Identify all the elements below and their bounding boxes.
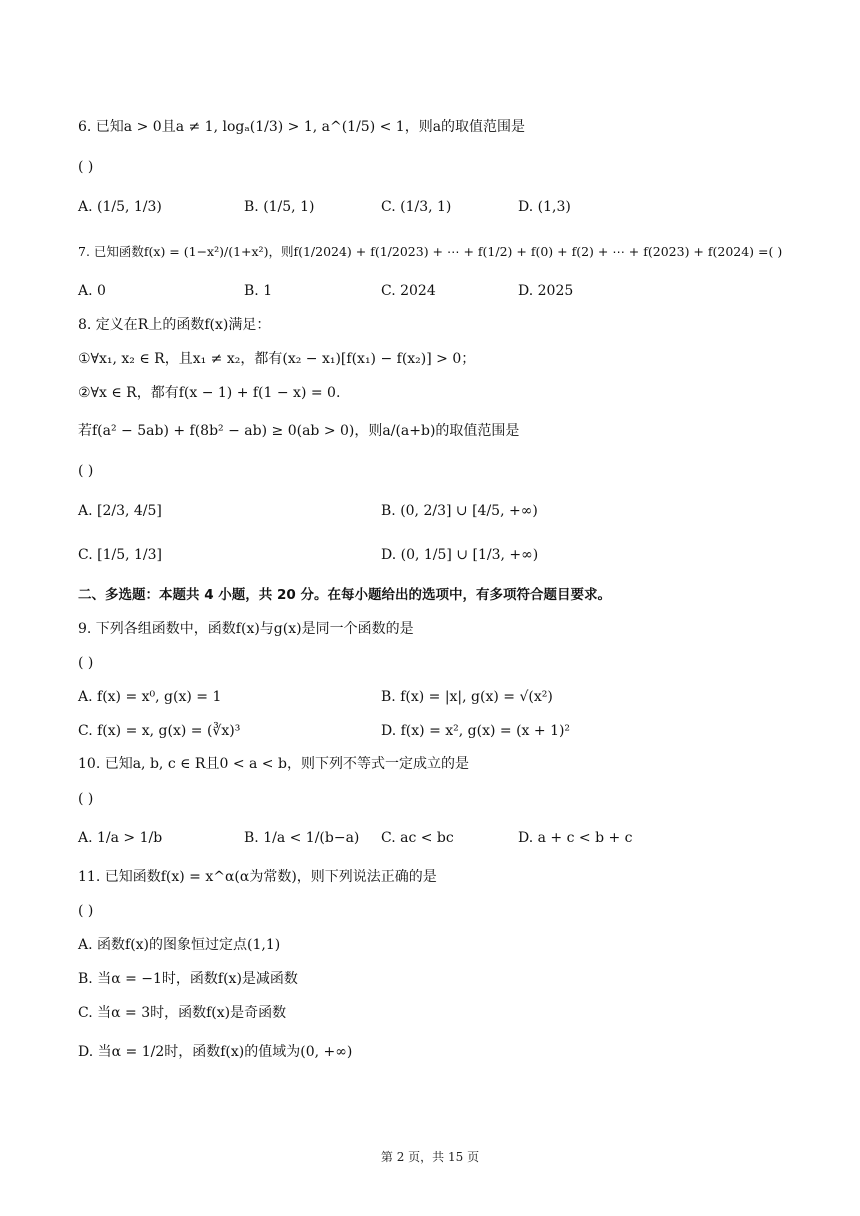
q10-option-d: D. a + c < b + c bbox=[518, 830, 633, 846]
q10-option-b: B. 1/a < 1/(b−a) bbox=[244, 830, 360, 846]
q9-stem: 9. 下列各组函数中，函数f(x)与g(x)是同一个函数的是 bbox=[78, 621, 414, 637]
q8-option-a: A. [2/3, 4/5] bbox=[78, 503, 162, 519]
q8-condition-2: ②∀x ∈ R，都有f(x − 1) + f(1 − x) = 0. bbox=[78, 385, 341, 401]
q8-condition-3: 若f(a² − 5ab) + f(8b² − ab) ≥ 0(ab > 0)，则a/(a+b)的取值范围是 bbox=[78, 423, 520, 439]
q9-option-b: B. f(x) = |x|, g(x) = √(x²) bbox=[381, 689, 553, 705]
q11-option-b: B. 当α = −1时，函数f(x)是减函数 bbox=[78, 971, 298, 987]
q8-option-b: B. (0, 2/3] ∪ [4/5, +∞) bbox=[381, 503, 538, 519]
section-2-heading: 二、多选题：本题共 4 小题，共 20 分。在每小题给出的选项中，有多项符合题目要求。 bbox=[78, 587, 611, 603]
q11-option-c: C. 当α = 3时，函数f(x)是奇函数 bbox=[78, 1005, 287, 1021]
q11-option-d: D. 当α = 1/2时，函数f(x)的值域为(0, +∞) bbox=[78, 1044, 353, 1060]
q8-condition-1: ①∀x₁, x₂ ∈ R，且x₁ ≠ x₂，都有(x₂ − x₁)[f(x₁) − f(x₂)] > 0； bbox=[78, 351, 476, 367]
q6-stem: 6. 已知a > 0且a ≠ 1, logₐ(1/3) > 1, a^(1/5) < 1，则a的取值范围是 bbox=[78, 119, 526, 135]
q8-option-d: D. (0, 1/5] ∪ [1/3, +∞) bbox=[381, 547, 539, 563]
q6-option-c: C. (1/3, 1) bbox=[381, 199, 452, 215]
q7-option-b: B. 1 bbox=[244, 283, 273, 299]
q11-answer-paren: ( ) bbox=[78, 903, 94, 919]
q7-stem: 7. 已知函数f(x) = (1−x²)/(1+x²)，则f(1/2024) + f(1/2023) + ⋯ + f(1/2) + f(0) + f(2) + ⋯ + f(2023) + f(2024) =( ) bbox=[78, 244, 783, 259]
q10-answer-paren: ( ) bbox=[78, 791, 94, 807]
q6-option-d: D. (1,3) bbox=[518, 199, 571, 215]
q7-option-a: A. 0 bbox=[78, 283, 106, 299]
q9-answer-paren: ( ) bbox=[78, 655, 94, 671]
q9-option-a: A. f(x) = x⁰, g(x) = 1 bbox=[78, 689, 222, 705]
q11-option-a: A. 函数f(x)的图象恒过定点(1,1) bbox=[78, 937, 281, 953]
q8-option-c: C. [1/5, 1/3] bbox=[78, 547, 162, 563]
q7-option-d: D. 2025 bbox=[518, 283, 574, 299]
q6-option-a: A. (1/5, 1/3) bbox=[78, 199, 162, 215]
q11-stem: 11. 已知函数f(x) = x^α(α为常数)，则下列说法正确的是 bbox=[78, 869, 437, 885]
q8-answer-paren: ( ) bbox=[78, 463, 94, 479]
q10-option-a: A. 1/a > 1/b bbox=[78, 830, 163, 846]
q9-option-c: C. f(x) = x, g(x) = (∛x)³ bbox=[78, 723, 241, 739]
q7-option-c: C. 2024 bbox=[381, 283, 436, 299]
q6-option-b: B. (1/5, 1) bbox=[244, 199, 315, 215]
q6-answer-paren: ( ) bbox=[78, 159, 94, 175]
q10-stem: 10. 已知a, b, c ∈ R且0 < a < b，则下列不等式一定成立的是 bbox=[78, 756, 469, 772]
q8-stem: 8. 定义在R上的函数f(x)满足： bbox=[78, 317, 271, 333]
page-footer: 第 2 页，共 15 页 bbox=[380, 1150, 480, 1164]
q9-option-d: D. f(x) = x², g(x) = (x + 1)² bbox=[381, 723, 571, 739]
q10-option-c: C. ac < bc bbox=[381, 830, 454, 846]
